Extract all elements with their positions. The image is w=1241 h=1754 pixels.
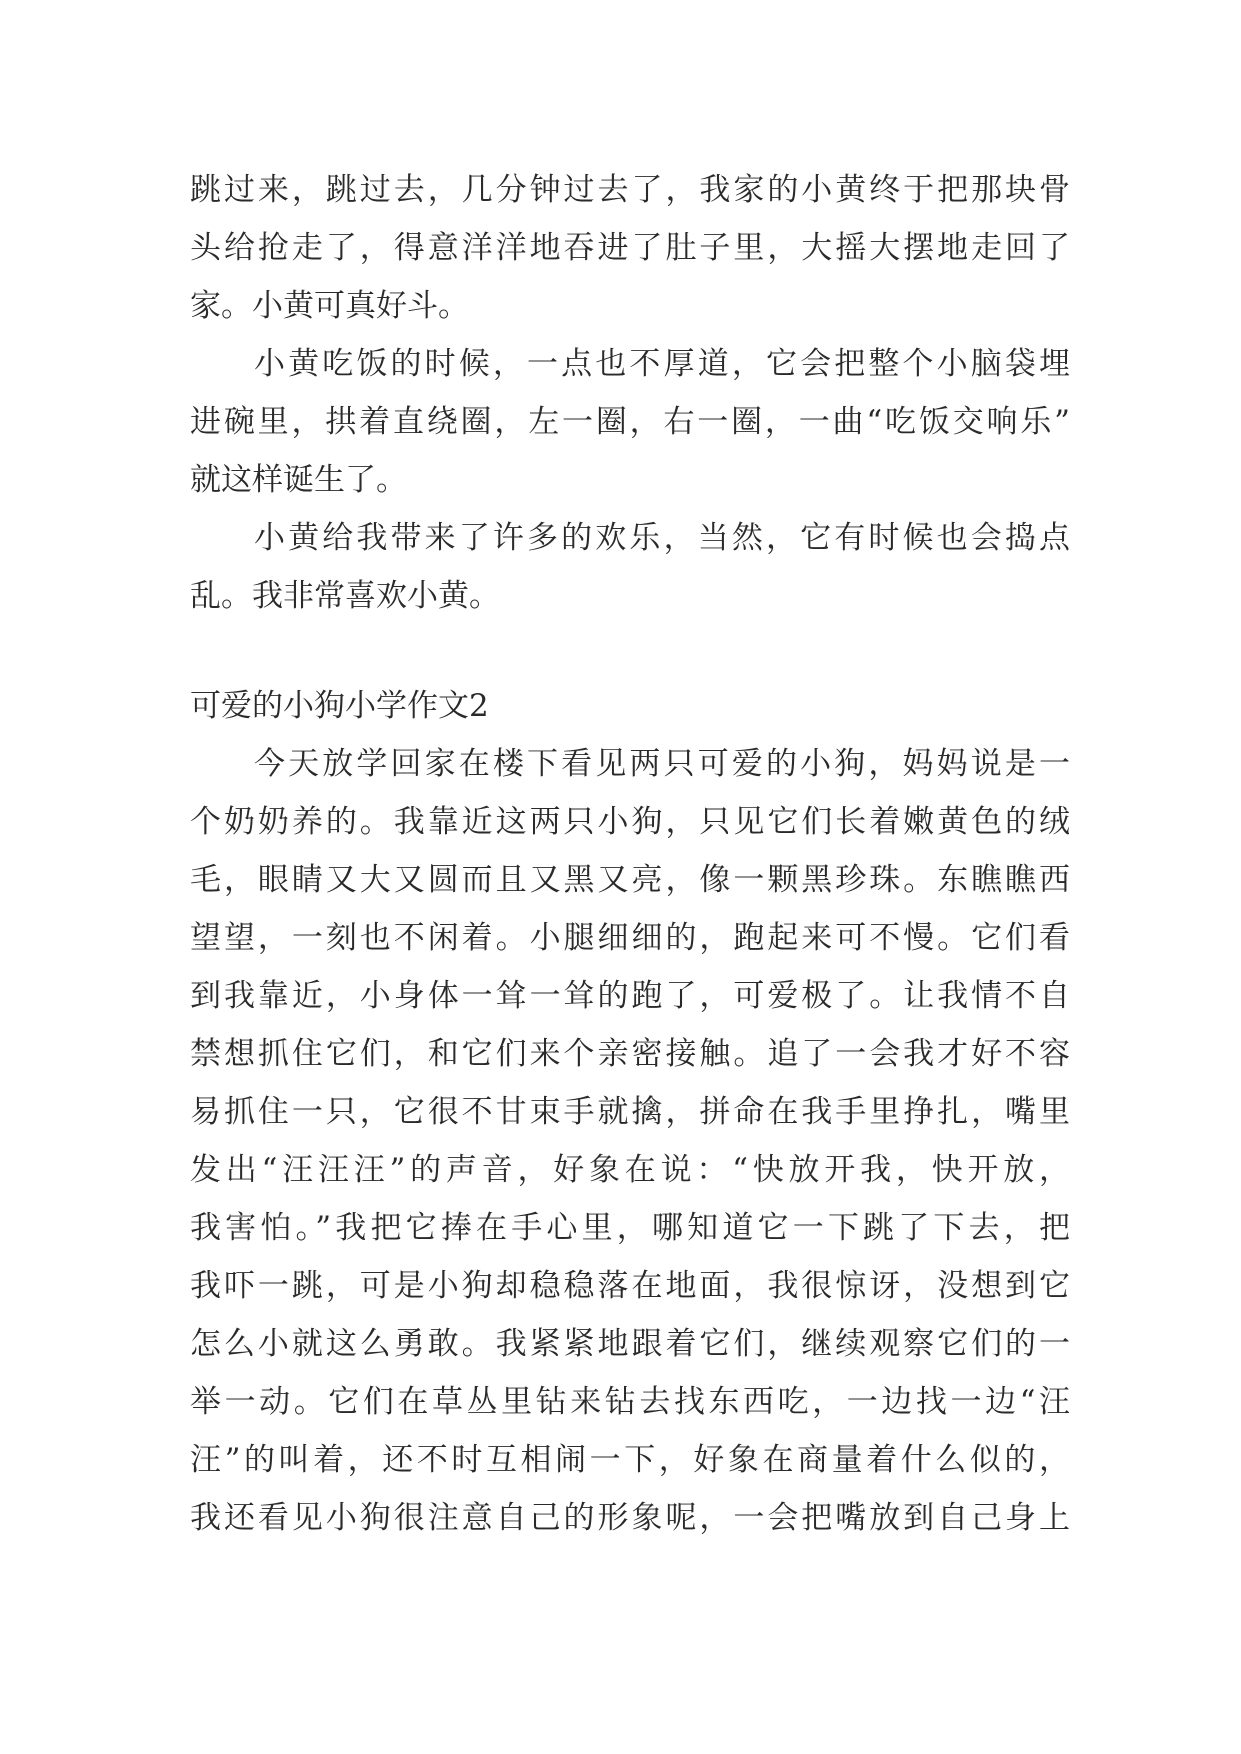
text-line: 望望，一刻也不闲着。小腿细细的，跑起来可不慢。它们看 (190, 920, 1070, 956)
text-line: 进碗里，拱着直绕圈，左一圈，右一圈，一曲“吃饭交响乐” (190, 404, 1070, 440)
text-line: 家。小黄可真好斗。 (190, 288, 469, 324)
text-line: 头给抢走了，得意洋洋地吞进了肚子里，大摇大摆地走回了 (190, 230, 1070, 266)
text-line: 怎么小就这么勇敢。我紧紧地跟着它们，继续观察它们的一 (190, 1326, 1070, 1362)
text-line: 我害怕。”我把它捧在手心里，哪知道它一下跳了下去，把 (190, 1210, 1070, 1246)
text-line: 个奶奶养的。我靠近这两只小狗，只见它们长着嫩黄色的绒 (190, 804, 1070, 840)
text-line: 小黄吃饭的时候，一点也不厚道，它会把整个小脑袋埋 (254, 346, 1070, 382)
text-line: 我吓一跳，可是小狗却稳稳落在地面，我很惊讶，没想到它 (190, 1268, 1070, 1304)
text-line: 小黄给我带来了许多的欢乐，当然，它有时候也会捣点 (254, 520, 1070, 556)
text-line: 毛，眼睛又大又圆而且又黑又亮，像一颗黑珍珠。东瞧瞧西 (190, 862, 1070, 898)
text-line: 跳过来，跳过去，几分钟过去了，我家的小黄终于把那块骨 (190, 172, 1070, 208)
text-line: 汪”的叫着，还不时互相闹一下，好象在商量着什么似的， (190, 1442, 1070, 1478)
text-line: 禁想抓住它们，和它们来个亲密接触。追了一会我才好不容 (190, 1036, 1070, 1072)
text-line: 就这样诞生了。 (190, 462, 407, 498)
text-line: 乱。我非常喜欢小黄。 (190, 578, 500, 614)
text-line: 发出“汪汪汪”的声音，好象在说：“快放开我，快开放， (190, 1152, 1070, 1188)
text-line: 今天放学回家在楼下看见两只可爱的小狗，妈妈说是一 (254, 746, 1070, 782)
section-title: 可爱的小狗小学作文2 (190, 688, 489, 724)
text-line: 到我靠近，小身体一耸一耸的跑了，可爱极了。让我情不自 (190, 978, 1070, 1014)
text-line: 易抓住一只，它很不甘束手就擒，拼命在我手里挣扎，嘴里 (190, 1094, 1070, 1130)
text-line: 我还看见小狗很注意自己的形象呢，一会把嘴放到自己身上 (190, 1500, 1070, 1536)
text-line: 举一动。它们在草丛里钻来钻去找东西吃，一边找一边“汪 (190, 1384, 1070, 1420)
